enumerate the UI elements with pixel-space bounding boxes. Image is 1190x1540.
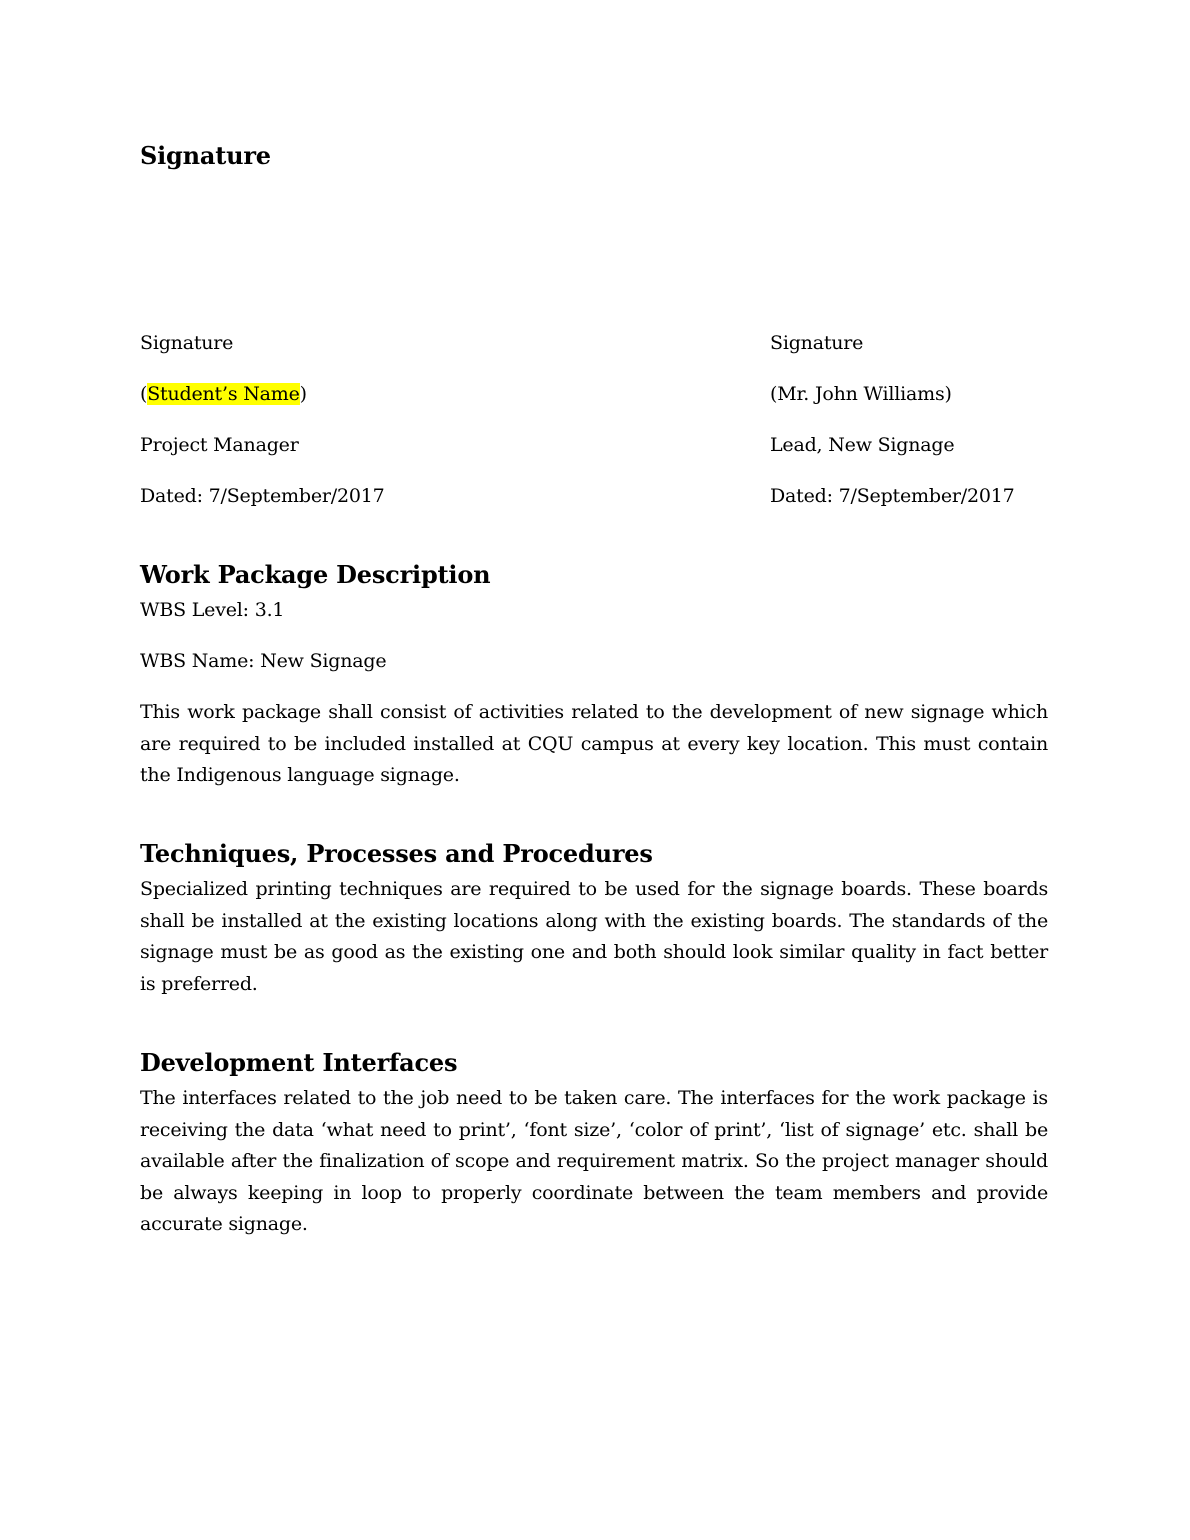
techniques-heading: Techniques, Processes and Procedures (140, 839, 653, 868)
left-name-open-paren: ( (140, 383, 148, 405)
left-signatory-role: Project Manager (140, 434, 299, 456)
work-package-heading: Work Package Description (140, 560, 491, 589)
left-signatory-name-line (140, 382, 307, 406)
left-signatory-date: Dated: 7/September/2017 (140, 485, 385, 507)
signature-heading: Signature (140, 141, 271, 170)
right-signature-label: Signature (770, 332, 864, 354)
left-signatory-name: Student’s Name (147, 383, 300, 405)
left-name-close-paren: ) (299, 383, 307, 405)
left-signature-label: Signature (140, 332, 234, 354)
wbs-name: WBS Name: New Signage (140, 650, 387, 672)
wbs-level: WBS Level: 3.1 (140, 599, 285, 621)
interfaces-heading: Development Interfaces (140, 1048, 458, 1077)
techniques-body: Specialized printing techniques are required to be used for the signage boards. These boards shall be installed at the existing locations along with the existing boards. The standards of the signage must be as good as the existing one and both should look similar quality in fact better is preferred. (140, 878, 1048, 995)
right-signatory-date: Dated: 7/September/2017 (770, 485, 1015, 507)
right-signatory-role: Lead, New Signage (770, 434, 955, 456)
right-signatory-name: (Mr. John Williams) (770, 383, 952, 405)
work-package-description: This work package shall consist of activities related to the development of new signage which are required to be included installed at CQU campus at every key location. This must contain the Indigenous language signage. (140, 701, 1048, 787)
interfaces-body: The interfaces related to the job need to be taken care. The interfaces for the work package is receiving the data ‘what need to print’, ‘font size’, ‘color of print’, ‘list of signage’ etc. shall be available after the finalization of scope and requirement matrix. So the project manager should be always keeping in loop to properly coordinate between the team members and provide accurate signage. (140, 1087, 1048, 1236)
